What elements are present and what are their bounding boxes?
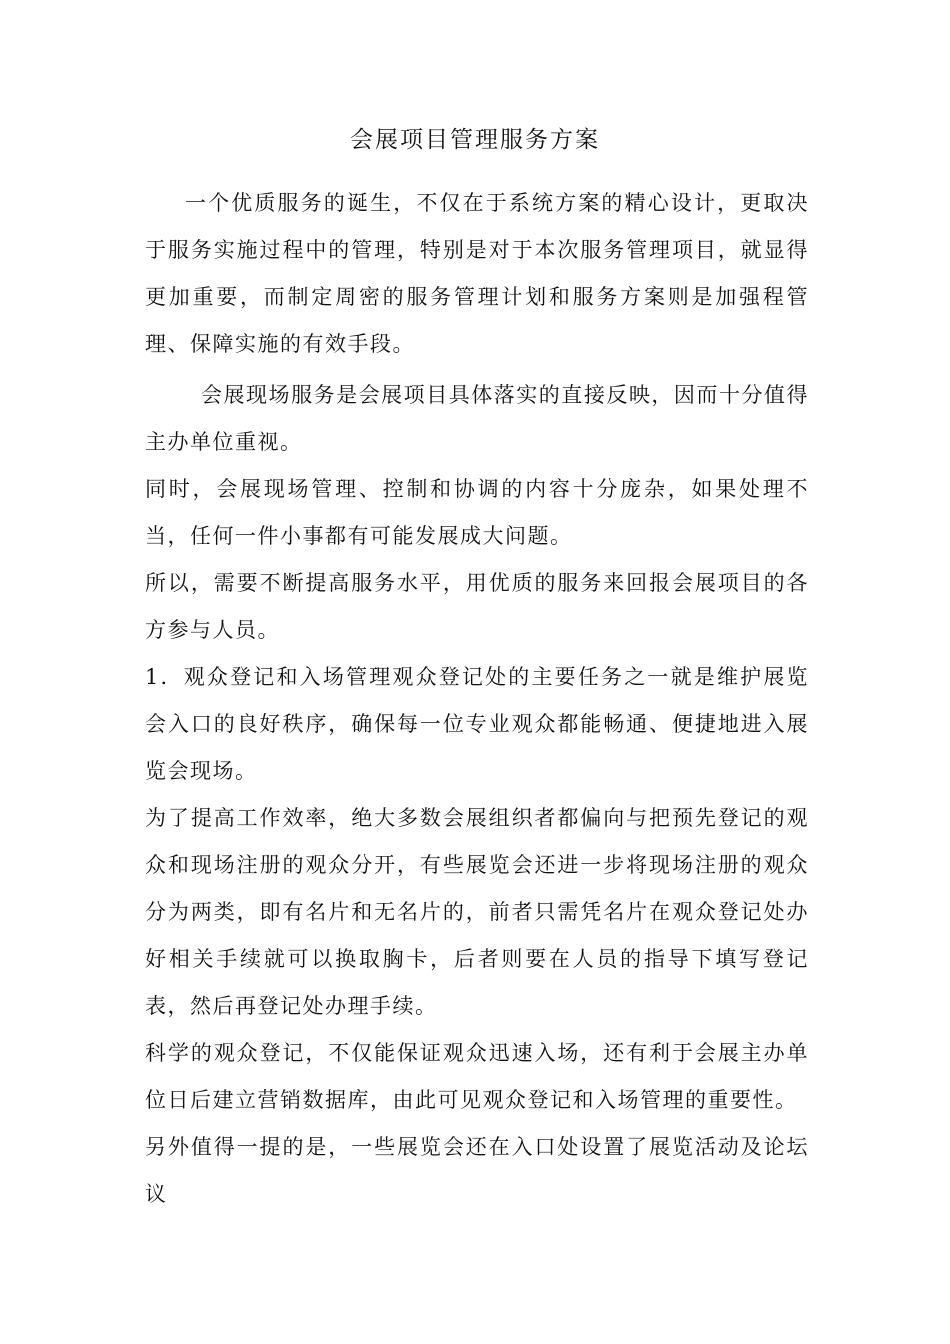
paragraph-registration-heading: 1．观众登记和入场管理观众登记处的主要任务之一就是维护展览会入口的良好秩序，确保每一位专业观众都能畅通、便捷地进入展览会现场。 <box>145 665 809 783</box>
paragraph-service-level: 所以，需要不断提高服务水平，用优质的服务来回报会展项目的各方参与人员。 <box>145 571 809 642</box>
paragraph-entrance-activities: 另外值得一提的是，一些展览会还在入口处设置了展览活动及论坛议 <box>145 1135 809 1206</box>
paragraph-efficiency: 为了提高工作效率，绝大多数会展组织者都偏向与把预先登记的观众和现场注册的观众分开，有些展览会还进一步将现场注册的观众分为两类，即有名片和无名片的，前者只需凭名片在观众登记处办好相关手续就可以换取胸卡，后者则要在人员的指导下填写登记表，然后再登记处办理手续。 <box>145 806 809 1018</box>
document-body <box>145 180 809 1218</box>
paragraph-onsite-service: 会展现场服务是会展项目具体落实的直接反映，因而十分值得主办单位重视。 <box>145 383 809 454</box>
paragraph-intro: 一个优质服务的诞生，不仅在于系统方案的精心设计，更取决于服务实施过程中的管理，特别是对于本次服务管理项目，就显得更加重要，而制定周密的服务管理计划和服务方案则是加强程管理、保障实施的有效手段。 <box>145 191 809 356</box>
paragraph-onsite-management: 同时，会展现场管理、控制和协调的内容十分庞杂，如果处理不当，任何一件小事都有可能发展成大问题。 <box>145 477 809 548</box>
paragraph-scientific-registration: 科学的观众登记，不仅能保证观众迅速入场，还有利于会展主办单位日后建立营销数据库，由此可见观众登记和入场管理的重要性。 <box>145 1041 809 1112</box>
document-title: 会展项目管理服务方案 <box>350 127 600 153</box>
